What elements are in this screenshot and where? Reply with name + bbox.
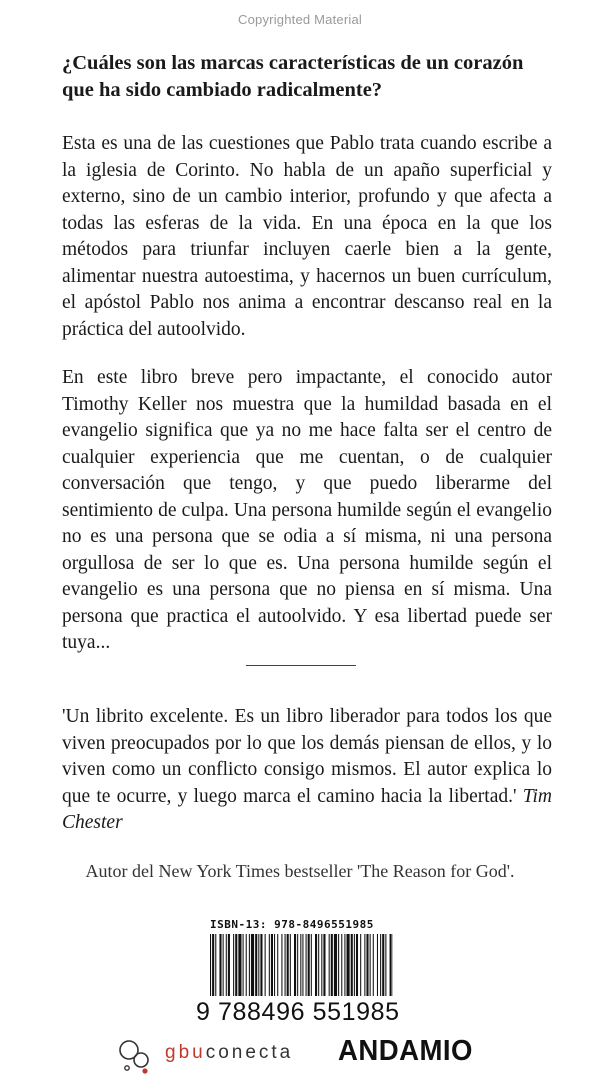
barcode-bar — [318, 934, 319, 996]
barcode-bar — [373, 934, 374, 996]
gbu-prefix: gbu — [165, 1042, 206, 1063]
isbn-digits: 9 788496 551985 — [196, 998, 400, 1026]
gbuconecta-logo — [115, 1036, 330, 1076]
barcode-bar — [235, 934, 237, 996]
barcode-bar — [334, 934, 337, 996]
barcode-bar — [251, 934, 254, 996]
barcode-bar — [243, 934, 244, 996]
barcode-bar — [238, 934, 241, 996]
andamio-logo: ANDAMIO — [338, 1035, 473, 1067]
barcode-bar — [210, 934, 211, 996]
copyright-watermark: Copyrighted Material — [238, 12, 362, 27]
barcode-bar — [382, 934, 384, 996]
barcode-bars — [210, 934, 393, 996]
barcode-bar — [260, 934, 262, 996]
barcode-bar — [356, 934, 358, 996]
barcode-bar — [233, 934, 234, 996]
barcode-bar — [311, 934, 312, 996]
barcode-bar — [390, 934, 392, 996]
barcode-bar — [351, 934, 353, 996]
barcode-bar — [255, 934, 257, 996]
quote-text: 'Un librito excelente. Es un libro liberador para todos los que viven preocupados por lo que los demás piensan de ellos, y lo viven como un conflicto consigo mismos. El autor explica lo que te ocurre, y luego marca el camino hacia la libertad.' — [62, 706, 552, 807]
barcode-bar — [290, 934, 291, 996]
barcode-bar — [285, 934, 286, 996]
barcode-bar — [385, 934, 386, 996]
barcode-bar — [269, 934, 270, 996]
barcode-bar — [306, 934, 307, 996]
synopsis-paragraph-1: Esta es una de las cuestiones que Pablo trata cuando escribe a la iglesia de Corinto. No habla de un apaño superficial y externo, sino de un cambio interior, profundo y que afecta a todas las esferas de la vida. En una época en la que los métodos para triunfar incluyen caerle bien a la gente, alimentar nuestra autoestima, y hacernos un buen currículum, el apóstol Pablo nos anima a encontrar descanso real en la práctica del autoolvido. — [62, 133, 552, 340]
barcode-bar — [366, 934, 368, 996]
barcode-bar — [226, 934, 227, 996]
barcode-bar — [271, 934, 273, 996]
barcode-bar — [338, 934, 339, 996]
barcode-bar — [354, 934, 355, 996]
isbn-label: ISBN-13: 978-8496551985 — [210, 918, 374, 931]
barcode-bar — [297, 934, 298, 996]
barcode-bar — [315, 934, 317, 996]
barcode-bar — [212, 934, 214, 996]
barcode-bar — [228, 934, 230, 996]
quote-author: Tim Chester — [62, 785, 553, 833]
gbu-logo-icon — [115, 1036, 159, 1076]
barcode-bar — [274, 934, 275, 996]
barcode-bar — [344, 934, 345, 996]
barcode-bar — [323, 934, 325, 996]
barcode-bar — [223, 934, 224, 996]
synopsis-paragraph-2: En este libro breve pero impactante, el conocido autor Timothy Keller nos muestra que la humildad basada en el evangelio significa que ya no me hace falta ser el centro de cualquier experiencia que me cuentan, o de cualquier conversación que tengo, y que puedo liberarme del sentimiento de culpa. Una persona humilde según el evangelio no es una persona que se odia a sí misma, ni una persona orgullosa de ser lo que es. Una persona humilde según el evangelio es una persona que no piensa en sí misma. Una persona que practica el autoolvido. Y esa libertad puede ser tuya... — [62, 367, 552, 653]
barcode-bar — [287, 934, 289, 996]
section-divider — [246, 665, 356, 666]
back-cover-heading: ¿Cuáles son las marcas características de un corazón que ha sido cambiado radicalmente? — [62, 52, 524, 101]
barcode-bar — [347, 934, 350, 996]
barcode-bar — [377, 934, 378, 996]
barcode-bar — [341, 934, 342, 996]
barcode-bar — [215, 934, 216, 996]
barcode-bar — [300, 934, 301, 996]
conecta-suffix: conecta — [205, 1042, 294, 1063]
barcode-bar — [364, 934, 365, 996]
barcode-bar — [302, 934, 303, 996]
barcode-bar — [370, 934, 371, 996]
endorsement-quote — [62, 704, 552, 837]
barcode-bar — [380, 934, 381, 996]
barcode-bar — [277, 934, 278, 996]
barcode-bar — [308, 934, 310, 996]
barcode-bar — [360, 934, 361, 996]
barcode-bar — [321, 934, 322, 996]
barcode-bar — [246, 934, 247, 996]
barcode-bar — [265, 934, 266, 996]
barcode-bar — [219, 934, 221, 996]
barcode-bar — [294, 934, 296, 996]
barcode-bar — [329, 934, 330, 996]
barcode-bar — [249, 934, 250, 996]
gbuconecta-wordmark — [165, 1042, 293, 1064]
barcode-bar — [281, 934, 282, 996]
barcode-bar — [258, 934, 259, 996]
barcode-bar — [331, 934, 333, 996]
author-note: Autor del New York Times bestseller 'The Reason for God'. — [85, 861, 515, 881]
